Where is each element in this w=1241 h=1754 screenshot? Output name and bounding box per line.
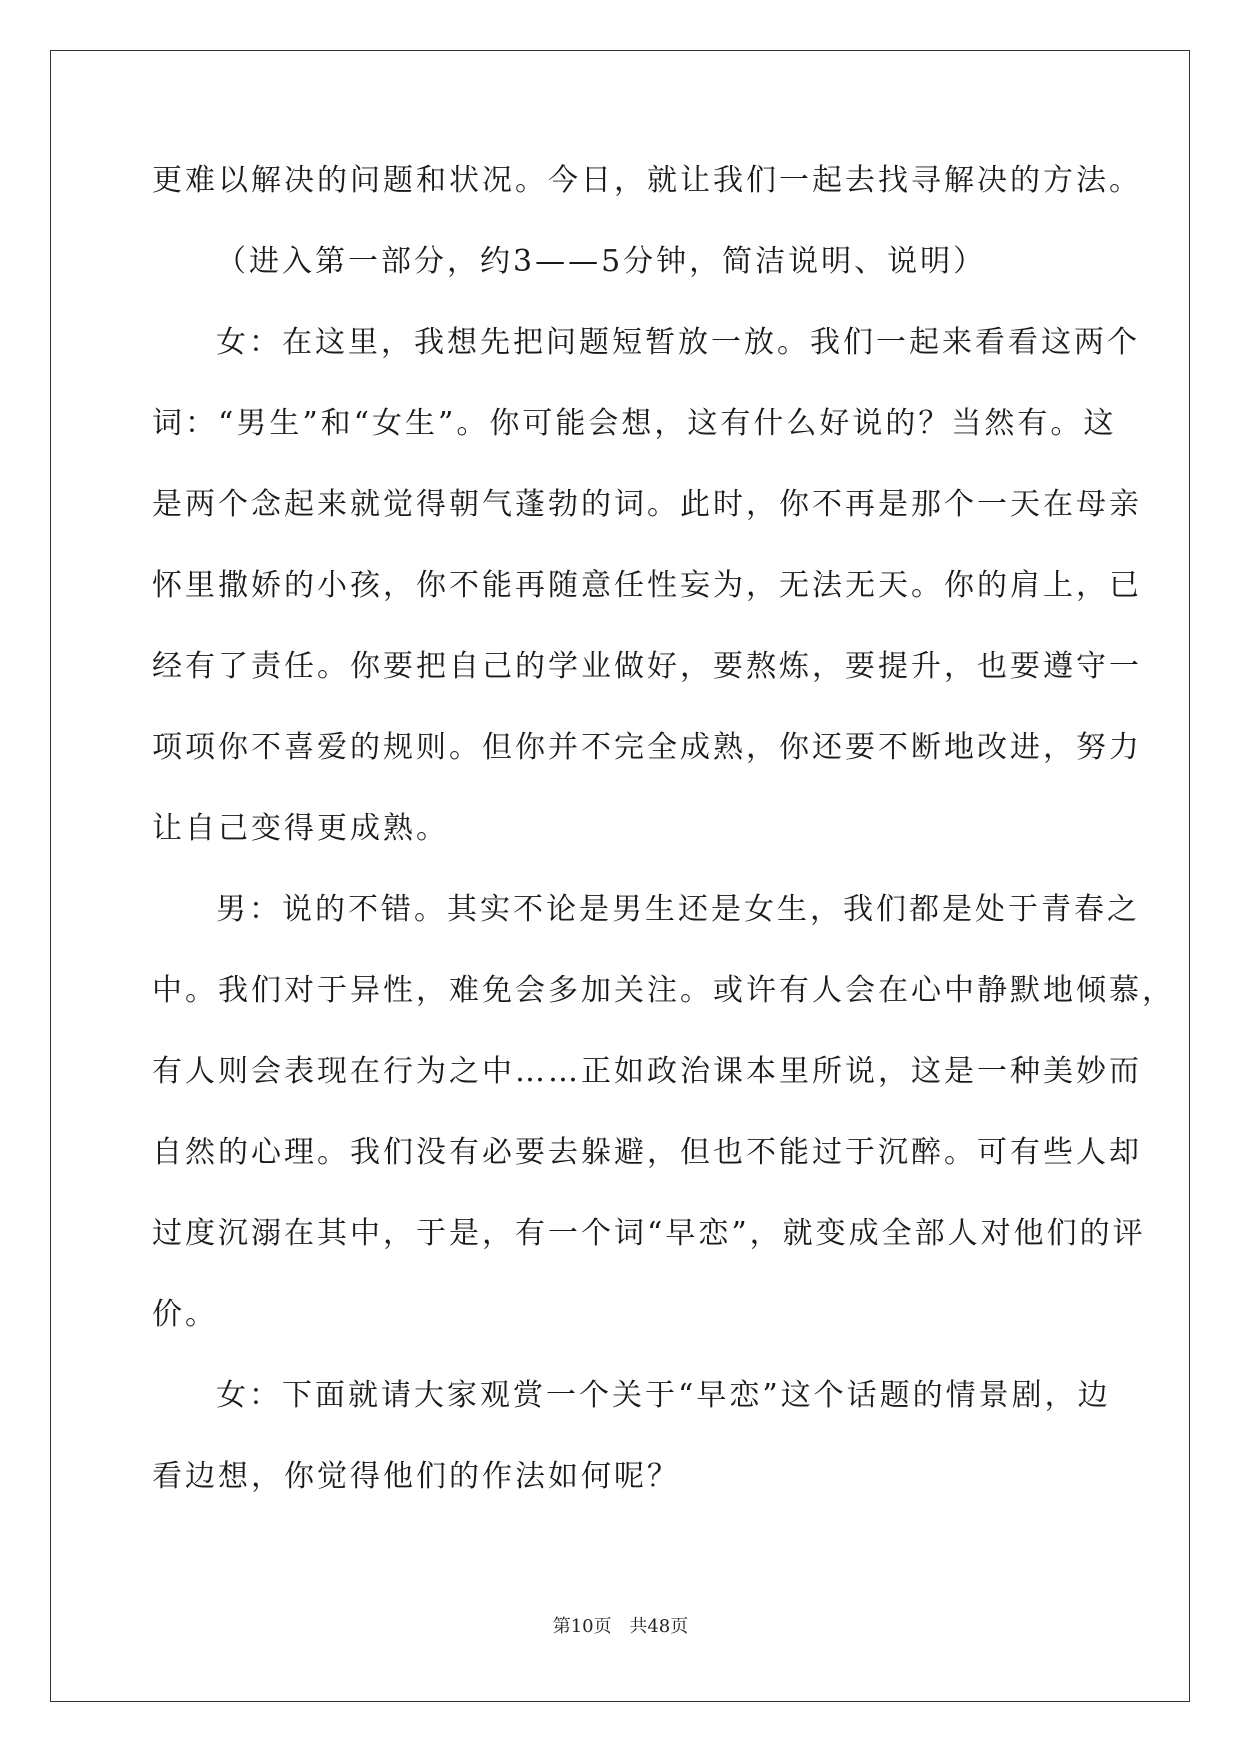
text-line: 是两个念起来就觉得朝气蓬勃的词。此时，你不再是那个一天在母亲	[152, 487, 1142, 522]
text-line: 词：“男生”和“女生”。你可能会想，这有什么好说的？当然有。这	[152, 406, 1117, 441]
text-line: 让自己变得更成熟。	[152, 811, 449, 846]
page-total: 共48页	[629, 1616, 689, 1637]
text-line: 有人则会表现在行为之中……正如政治课本里所说，这是一种美妙而	[152, 1054, 1142, 1089]
text-line: 价。	[152, 1297, 218, 1332]
text-line: 女：下面就请大家观赏一个关于“早恋”这个话题的情景剧，边	[216, 1378, 1111, 1413]
text-line: 女：在这里，我想先把问题短暂放一放。我们一起来看看这两个	[216, 325, 1140, 360]
text-line: （进入第一部分，约3——5分钟，简洁说明、说明）	[216, 244, 987, 279]
text-line: 过度沉溺在其中，于是，有一个词“早恋”，就变成全部人对他们的评	[152, 1216, 1146, 1251]
text-line: 经有了责任。你要把自己的学业做好，要熬炼，要提升，也要遵守一	[152, 649, 1142, 684]
text-line: 中。我们对于异性，难免会多加关注。或许有人会在心中静默地倾慕，	[152, 973, 1175, 1008]
page-number: 第10页	[552, 1616, 612, 1637]
text-line: 项项你不喜爱的规则。但你并不完全成熟，你还要不断地改进，努力	[152, 730, 1142, 765]
document-body	[152, 160, 1175, 1537]
text-line: 男：说的不错。其实不论是男生还是女生，我们都是处于青春之	[216, 892, 1140, 927]
page-footer	[0, 1612, 1241, 1638]
text-line: 怀里撒娇的小孩，你不能再随意任性妄为，无法无天。你的肩上，已	[152, 568, 1142, 603]
text-line: 自然的心理。我们没有必要去躲避，但也不能过于沉醉。可有些人却	[152, 1135, 1142, 1170]
text-line: 看边想，你觉得他们的作法如何呢？	[152, 1459, 680, 1494]
text-line: 更难以解决的问题和状况。今日，就让我们一起去找寻解决的方法。	[152, 163, 1142, 198]
